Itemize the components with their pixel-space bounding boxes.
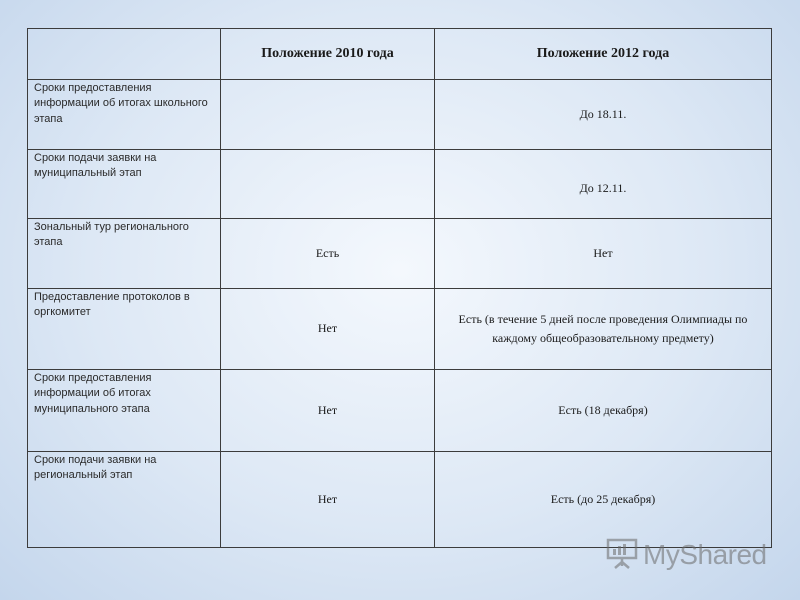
row-label: Сроки подачи заявки на региональный этап	[28, 452, 221, 548]
cell-2010	[221, 80, 435, 150]
table-row	[28, 80, 772, 150]
cell-2010: Нет	[221, 452, 435, 548]
presentation-board-icon	[605, 536, 639, 575]
header-2012: Положение 2012 года	[435, 29, 772, 80]
row-label: Сроки подачи заявки на муниципальный этап	[28, 150, 221, 219]
cell-2012: Есть (до 25 декабря)	[435, 452, 772, 548]
table-row	[28, 219, 772, 289]
cell-2012: До 18.11.	[435, 80, 772, 150]
table-row	[28, 452, 772, 548]
cell-2010	[221, 150, 435, 219]
watermark-text: MyShared	[643, 539, 767, 570]
row-label: Зональный тур регионального этапа	[28, 219, 221, 289]
row-label: Предоставление протоколов в оргкомитет	[28, 289, 221, 370]
table-row	[28, 289, 772, 370]
cell-2012: Есть (18 декабря)	[435, 370, 772, 452]
row-label: Сроки предоставления информации об итогах школьного этапа	[28, 80, 221, 150]
cell-2012: Нет	[435, 219, 772, 289]
cell-2012: До 12.11.	[435, 150, 772, 219]
row-label: Сроки предоставления информации об итогах муниципального этапа	[28, 370, 221, 452]
cell-2010: Нет	[221, 370, 435, 452]
table-row	[28, 150, 772, 219]
cell-2010: Есть	[221, 219, 435, 289]
cell-2010: Нет	[221, 289, 435, 370]
watermark	[605, 538, 767, 572]
header-empty-cell	[28, 29, 221, 80]
header-2010: Положение 2010 года	[221, 29, 435, 80]
cell-2012: Есть (в течение 5 дней после проведения Олимпиады по каждому общеобразовательному предмету)	[435, 289, 772, 370]
table-row	[28, 370, 772, 452]
comparison-table	[27, 28, 772, 548]
header-row	[28, 29, 772, 80]
